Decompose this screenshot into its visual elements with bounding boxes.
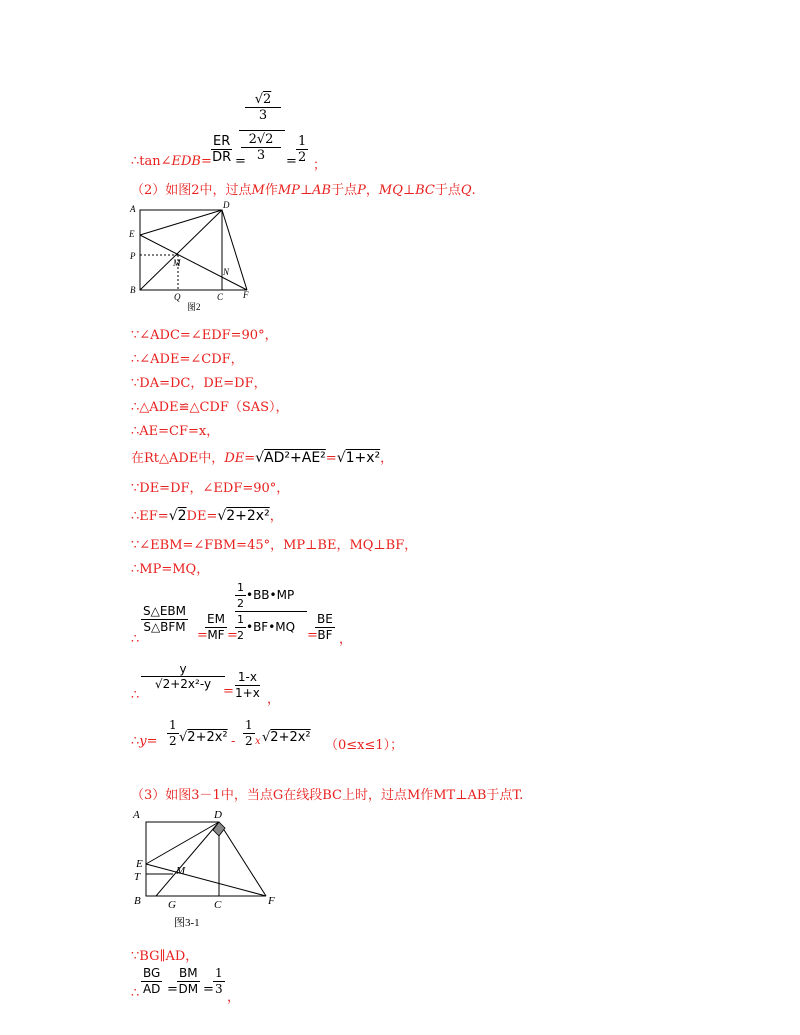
half-product-fraction: $\frac{1}{2}$ •BB•MP $\frac{1}{2}$ •BF•MQ [235,580,307,643]
s-ebm: S△EBM [143,604,187,618]
ef-line: ∴EF=√2DE=√2+2x²， [131,508,283,524]
figure-2 [125,198,260,318]
bg-line: ∵BG∥AD， [131,949,199,964]
fig2-label-A: A [130,204,136,214]
rt-line: 在Rt△ADE中，DE=√AD²+AE²=√1+x²， [131,450,394,466]
y-num: y [179,662,187,676]
step-4: ∴△ADE≌△CDF（SAS）， [131,400,289,415]
fig3-label-E: E [136,858,143,870]
fig2-label-D: D [223,200,230,210]
y-result: ∴y= $\frac{1}{2}$ √2+2x² - $\frac{1}{2}$ x √2+2x² （0≤x≤1）； [131,718,404,753]
therefore-y: ∴ [131,688,140,703]
step-3: ∵DA=DC，DE=DF， [131,376,267,391]
fig2-label-P: P [130,251,136,261]
fig3-label-B: B [134,895,141,907]
fig2-caption: 图2 [187,302,201,312]
fig2-label-E: E [129,229,135,239]
fig3-label-D: D [214,809,222,821]
ebm-line: ∵∠EBM=∠FBM=45°，MP⊥BE，MQ⊥BF， [131,538,418,553]
fig2-label-B: B [130,285,136,295]
one-numerator: 1 [298,134,307,149]
fig3-label-M: M [176,865,186,877]
fig3-label-F: F [268,895,275,907]
sqrt-two-numerator: √2 [254,92,272,107]
step-1: ∵∠ADC=∠EDF=90°， [131,328,278,343]
y-equation: y √2+2x²-y $\frac{1-x}{1+x}$ ∴ = ， [131,662,281,707]
fig3-label-A: A [133,809,140,821]
mf-den: MF [207,628,225,642]
eq-ratio-3: = [307,628,318,643]
fig2-label-Q: Q [174,292,181,302]
fig2-label-M: M [173,258,181,268]
therefore-ratio: ∴ [131,632,140,647]
bf-den: BF [317,628,333,642]
em-num: EM [207,612,225,626]
two-sqrt-two: 2√2 [248,132,274,147]
eq-ratio-2: = [227,628,238,643]
fig3-caption: 图3-1 [174,917,200,929]
mp-line: ∴MP=MQ， [131,562,210,577]
one-minus-x: 1-x [235,670,260,686]
fig2-label-C: C [217,292,224,302]
semicolon: ； [313,158,327,173]
comma-ratio: ， [339,632,353,647]
de-line: ∵DE=DF，∠EDF=90°， [131,481,290,496]
part2-intro: （2）如图2中，过点M作MP⊥AB于点P，MQ⊥BC于点Q. [131,183,476,198]
dr-denominator: DR [212,150,232,165]
step-5: ∴AE=CF=x， [131,424,220,439]
tan-prefix: ∴tan∠EDB= [131,154,212,169]
top-tan-fraction [131,92,331,174]
area-ratio-block [131,578,371,653]
eq-sign-3: = [286,154,297,169]
fig2-label-F: F [243,290,249,300]
s-bfm: S△BFM [143,620,186,634]
fig3-label-C: C [214,899,222,911]
comma-y: ， [267,692,281,707]
fig3-label-G: G [168,899,176,911]
step-2: ∴∠ADE=∠CDF， [131,352,244,367]
figure-3-1 [128,804,288,934]
fig2-label-N: N [223,267,230,277]
bg-ad-ratio: $\frac{BG}{AD}$ $\frac{BM}{DM}$ $\frac{1}{3}$ ∴ = = ， [131,966,241,1005]
eq-sign-2: = [235,154,246,169]
er-numerator: ER [213,134,231,149]
part3-intro: （3）如图3－1中，当点G在线段BC上时，过点M作MT⊥AB于点T. [131,788,524,803]
one-plus-x: 1+x [235,686,260,700]
fig3-label-T: T [134,871,141,883]
be-num: BE [317,612,333,626]
three-denominator-a: 3 [245,107,281,123]
eq-ratio-1: = [197,628,208,643]
two-denominator: 2 [298,150,307,165]
eq-y: = [223,684,234,699]
three-denominator-b: 3 [241,147,281,163]
